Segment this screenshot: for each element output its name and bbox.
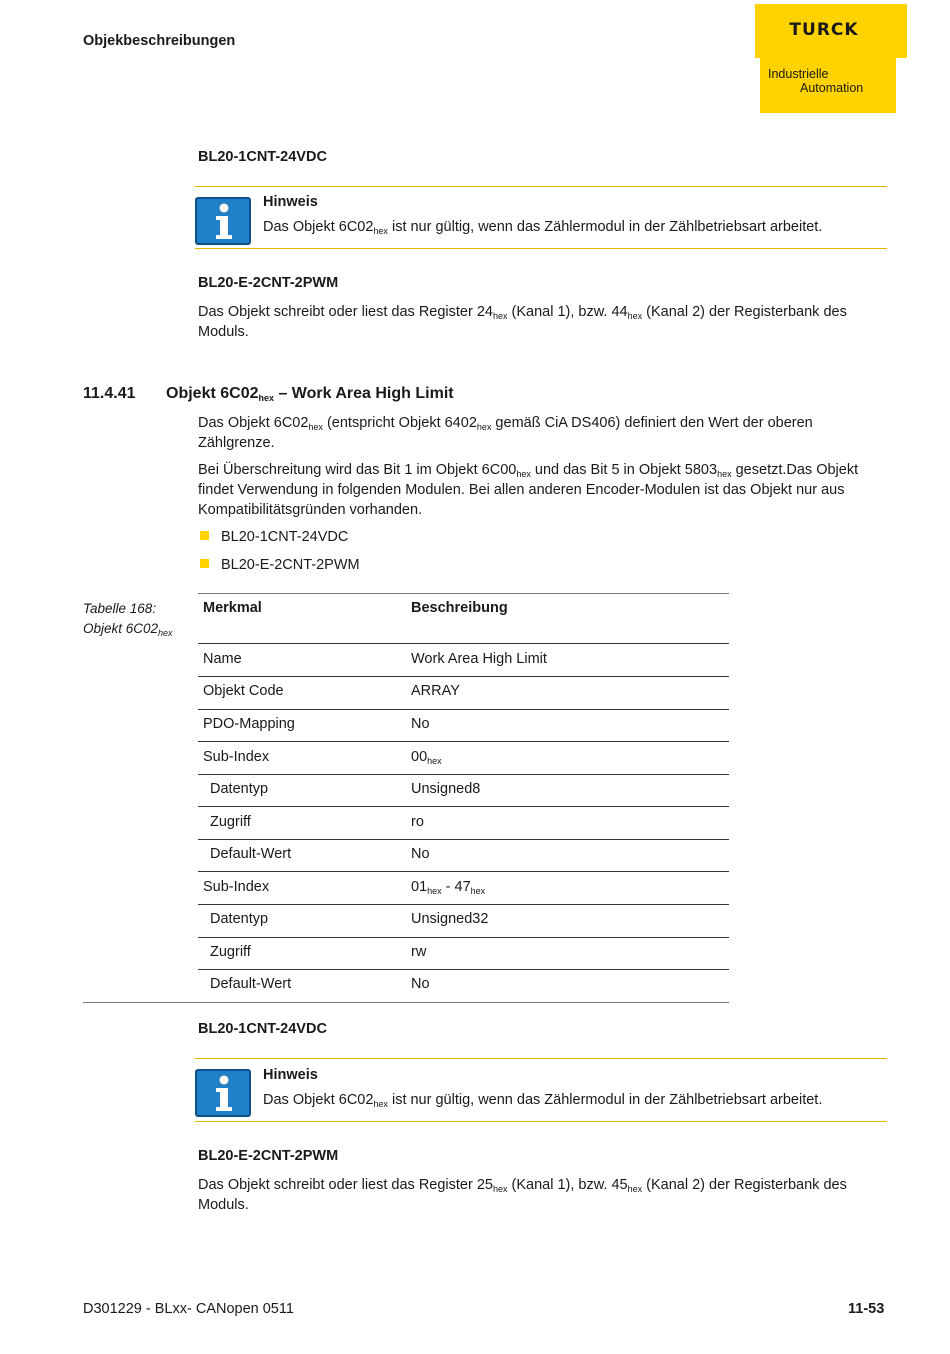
table-cell-value: $00_{hex}$ (411, 749, 442, 766)
logo-line1: Industrielle (768, 67, 829, 81)
hint-rule-top (195, 186, 887, 187)
running-header: Objekbeschreibungen (83, 33, 236, 49)
hint-title: Hinweis (263, 194, 318, 210)
hint-text: Das Objekt $6C02_{hex}$ ist nur gültig, wenn das Zählermodul in der Zählbetriebsart arbeitet. (263, 1092, 823, 1109)
table-cell-key: Objekt Code (203, 683, 284, 699)
bullet-marker (200, 531, 209, 540)
table-row-rule (198, 741, 729, 742)
bullet-marker (200, 559, 209, 568)
table-cell-value: No (411, 846, 430, 862)
table-cell-value: ARRAY (411, 683, 460, 699)
subheading-2cnt: BL20-E-2CNT-2PWM (198, 275, 339, 291)
table-header-merkmal: Merkmal (203, 600, 262, 616)
table-cell-value: No (411, 716, 430, 732)
table-cell-key: Sub-Index (203, 749, 270, 765)
section-number: 11.4.41 (83, 385, 136, 402)
section-paragraph-2-line2: findet Verwendung in folgenden Modulen. Bei allen anderen Encoder-Modulen ist das Objekt nur aus (198, 482, 845, 498)
table-cell-value: ro (411, 814, 424, 830)
table-cell-key: Default-Wert (210, 976, 292, 992)
subheading-2cnt: BL20-E-2CNT-2PWM (198, 1148, 339, 1164)
table-row-rule (198, 774, 729, 775)
table-row-rule (198, 839, 729, 840)
register-paragraph-line2: Moduls. (198, 1197, 249, 1213)
table-cell-key: Datentyp (210, 781, 269, 797)
table-bottom-rule (83, 1002, 729, 1003)
section-paragraph-2-line3: Kompatibilitätsgründen vorhanden. (198, 502, 423, 518)
register-paragraph-line1: Das Objekt schreibt oder liest das Register $25_{hex}$ (Kanal 1), bzw. $45_{hex}$ (Kanal 2) der Registerbank des (198, 1177, 847, 1194)
table-cell-key: Zugriff (210, 814, 251, 830)
info-icon (195, 1069, 251, 1117)
table-row-rule (198, 969, 729, 970)
table-caption-label: Tabelle 168: (83, 601, 157, 616)
subheading-1cnt: BL20-1CNT-24VDC (198, 149, 327, 165)
info-icon (195, 197, 251, 245)
bullet-item: BL20-1CNT-24VDC (221, 529, 349, 545)
section-paragraph-1-line2: Zählgrenze. (198, 435, 275, 451)
table-caption-title: Objekt $6C02_{hex}$ (83, 621, 173, 638)
table-cell-value: rw (411, 944, 427, 960)
table-row-rule (198, 806, 729, 807)
table-header-rule (198, 643, 729, 644)
register-paragraph-line1: Das Objekt schreibt oder liest das Register $24_{hex}$ (Kanal 1), bzw. $44_{hex}$ (Kanal 2) der Registerbank des (198, 304, 847, 321)
table-row-rule (198, 709, 729, 710)
table-cell-value: $01_{hex} - 47_{hex}$ (411, 879, 486, 896)
subheading-1cnt: BL20-1CNT-24VDC (198, 1021, 327, 1037)
table-cell-key: Sub-Index (203, 879, 270, 895)
table-cell-key: Name (203, 651, 242, 667)
table-cell-value: Unsigned8 (411, 781, 481, 797)
table-cell-key: Datentyp (210, 911, 269, 927)
table-cell-key: Default-Wert (210, 846, 292, 862)
hint-rule-bottom (195, 248, 887, 249)
logo-brand: TURCK (789, 20, 859, 40)
table-row-rule (198, 676, 729, 677)
section-title: Objekt $6C02_{hex}$ – Work Area High Limit (166, 385, 454, 403)
table-cell-value: Work Area High Limit (411, 651, 547, 667)
table-row-rule (198, 871, 729, 872)
hint-title: Hinweis (263, 1067, 318, 1083)
table-top-rule (198, 593, 729, 594)
table-row-rule (198, 937, 729, 938)
register-paragraph-line2: Moduls. (198, 324, 249, 340)
footer-document-id: D301229 - BLxx- CANopen 0511 (83, 1301, 294, 1317)
hint-text: Das Objekt $6C02_{hex}$ ist nur gültig, wenn das Zählermodul in der Zählbetriebsart arbeitet. (263, 219, 823, 236)
footer-page-number: 11-53 (848, 1301, 885, 1317)
table-cell-value: Unsigned32 (411, 911, 489, 927)
logo-line2: Automation (800, 81, 864, 95)
table-row-rule (198, 904, 729, 905)
bullet-item: BL20-E-2CNT-2PWM (221, 557, 360, 573)
table-header-beschreibung: Beschreibung (411, 600, 508, 616)
hint-rule-bottom (195, 1121, 887, 1122)
section-paragraph-1-line1: Das Objekt $6C02_{hex}$ (entspricht Objekt $6402_{hex}$ gemäß CiA DS406) definiert den Wert der oberen (198, 415, 813, 432)
table-cell-value: No (411, 976, 430, 992)
hint-rule-top (195, 1058, 887, 1059)
section-paragraph-2-line1: Bei Überschreitung wird das Bit 1 im Objekt $6C00_{hex}$ und das Bit 5 in Objekt $5803_{hex}$ gesetzt.Das Objekt (198, 462, 859, 479)
table-cell-key: PDO-Mapping (203, 716, 295, 732)
table-cell-key: Zugriff (210, 944, 251, 960)
